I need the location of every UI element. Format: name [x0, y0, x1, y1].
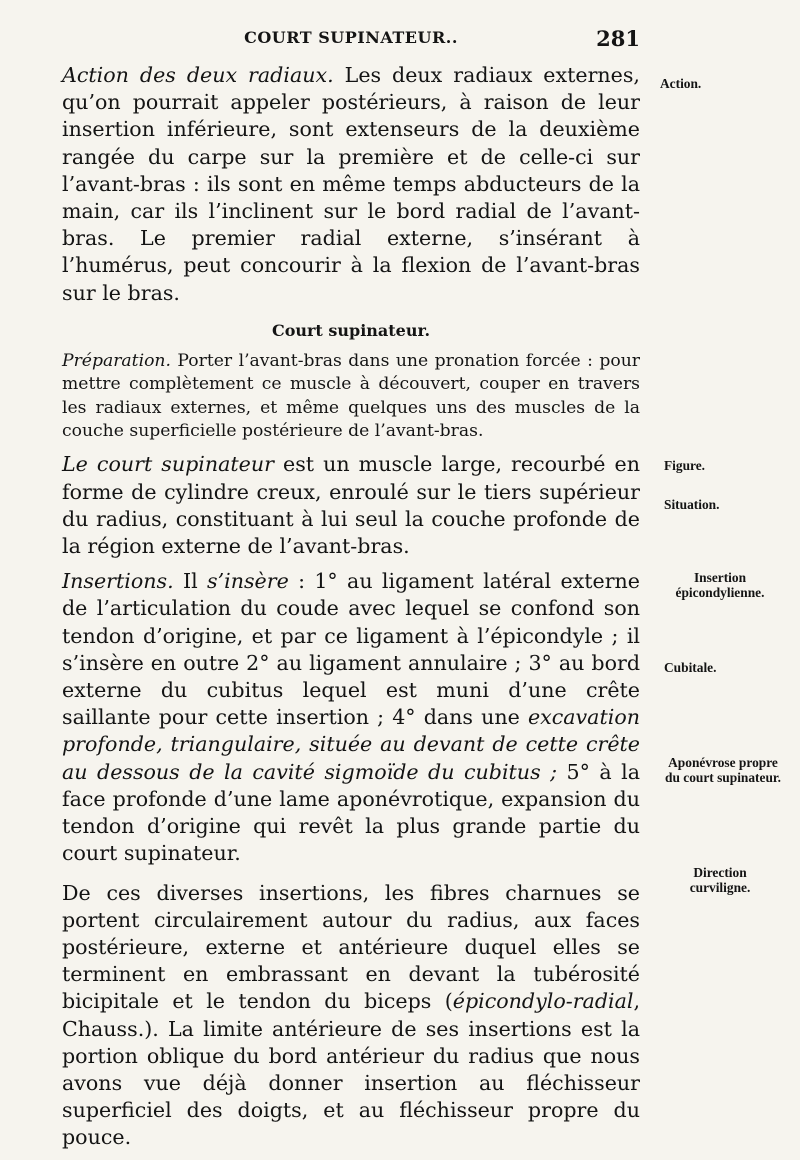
margin-note-cubitale: Cubitale. — [664, 660, 717, 675]
runin-preparation: Préparation. — [62, 350, 171, 371]
margin-note-direction: Direction curviligne. — [689, 865, 751, 895]
emph-sinsere: s’insère — [207, 569, 289, 594]
insertions-text-c: 5° à la face profonde d’une lame aponévrotique, expansion du tendon d’origine qui revêt la plus grande partie du court supinateur. — [62, 759, 640, 866]
margin-note-figure: Figure. — [664, 458, 706, 473]
spacer — [62, 868, 640, 880]
spacer — [62, 443, 640, 451]
margin-note-insertion-epicondylienne: Insertion épicondylienne. — [675, 570, 765, 600]
main-text-column — [62, 62, 640, 1152]
insertions-text-b: : 1° au ligament latéral externe de l’articulation du coude avec lequel se confond son tendon d’origine, et par ce ligament à l’épicondyle ; il s’insère en outre 2° au ligament annulaire ; 3° au bord externe du cubitus lequel est muni d’une crête saillante pour cette insertion ; 4° dans une — [62, 569, 640, 730]
runin-action: Action des deux radiaux. — [62, 63, 334, 87]
paragraph-description — [62, 451, 640, 560]
runin-insertions: Insertions. — [62, 569, 174, 594]
margin-note-action: Action. — [660, 76, 702, 91]
margin-note-aponevrose: Aponévrose propre du court supinateur. — [665, 755, 781, 785]
paragraph-action-text: Les deux radiaux externes, qu’on pourrait appeler postérieurs, à raison de leur insertion inférieure, sont extenseurs de la deuxième rangée du carpe sur la première et de celle-ci sur l’avant-bras : ils sont en même temps abducteurs de la main, car ils l’inclinent sur le bord radial de l’avant-bras. Le premier radial externe, s’insérant à l’humérus, peut concourir à la flexion de l’avant-bras sur le bras. — [62, 63, 640, 305]
direction-text-b: , Chauss.). La limite antérieure de ses insertions est la portion oblique du bord antérieur du radius que nous avons vue déjà donner insertion au fléchisseur superficiel des doigts, et au fléchisseur propre du pouce. — [62, 989, 640, 1150]
direction-text-a: De ces diverses insertions, les fibres charnues se portent circulairement autour du radius, aux faces postérieure, externe et antérieure duquel elles se terminent en embrassant en devant la tubérosité bicipitale et le tendon du biceps ( — [62, 880, 640, 1014]
page-number: 281 — [596, 26, 640, 51]
spacer — [62, 560, 640, 568]
paragraph-insertions — [62, 568, 640, 867]
paragraph-description-text: est un muscle large, recourbé en forme de cylindre creux, enroulé sur le tiers supérieur du radius, constituant à lui seul la couche profonde de la région externe de l’avant-bras. — [62, 452, 640, 559]
paragraph-preparation — [62, 350, 640, 444]
running-head: COURT SUPINATEUR.. — [244, 28, 458, 47]
paragraph-direction — [62, 880, 640, 1152]
emph-excavation: excavation profonde, triangulaire, située au devant de cette crête au dessous de la cavité sigmoïde du cubitus ; — [62, 705, 640, 784]
paragraph-preparation-text: Porter l’avant-bras dans une pronation forcée : pour mettre complètement ce muscle à découvert, couper en travers les radiaux externes, et même quelques uns des muscles de la couche superficielle postérieure de l’avant-bras. — [62, 350, 640, 442]
page-header — [62, 28, 640, 58]
margin-note-situation: Situation. — [664, 497, 720, 512]
insertions-text-a: Il — [173, 569, 207, 594]
section-heading: Court supinateur. — [271, 320, 431, 340]
emph-epicondylo-radial: épicondylo-radial — [452, 989, 634, 1014]
paragraph-action — [62, 62, 640, 307]
runin-court-supinateur: Le court supinateur — [62, 452, 274, 477]
